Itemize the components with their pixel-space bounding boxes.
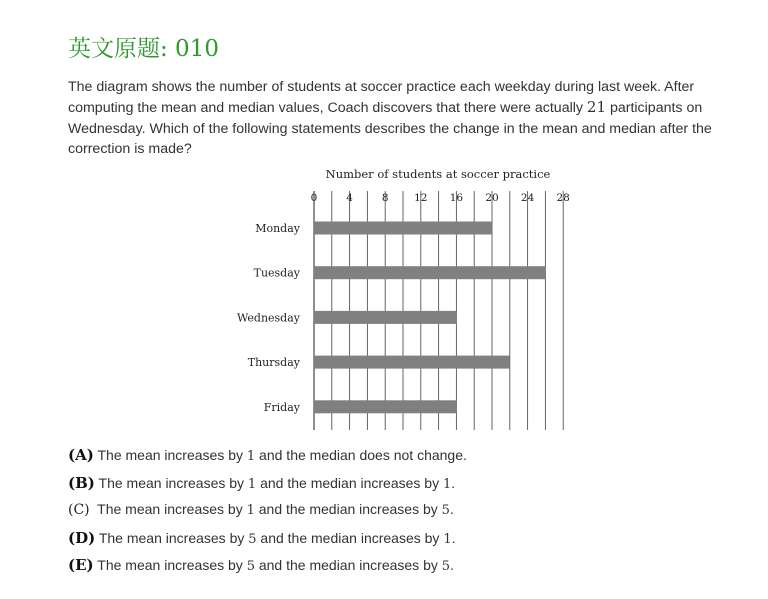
choice-c-text-2: and the median increases by <box>254 501 442 517</box>
bar-monday <box>314 222 492 235</box>
x-tick-label: 12 <box>414 192 428 204</box>
category-label: Thursday <box>247 356 300 370</box>
answer-choices <box>68 446 728 584</box>
question-text-part-2: participants on Wednesday. Which of the following statements describes the change in the mean and median after the correction is made? <box>68 100 712 157</box>
choice-b-text-2: and the median increases by <box>256 474 443 491</box>
x-tick-label: 16 <box>449 192 464 204</box>
choice-d-text-2: and the median increases by <box>256 529 444 546</box>
x-tick-label: 8 <box>381 192 389 204</box>
question-number: 21 <box>586 98 607 117</box>
bar-wednesday <box>314 311 456 324</box>
choice-e-text-2: and the median increases by <box>254 557 442 573</box>
choice-d-mean-value: 5 <box>248 531 257 547</box>
choice-a-mean-value: 1 <box>246 449 256 464</box>
choice-c-text: The mean increases by <box>97 501 247 517</box>
choice-a[interactable] <box>68 446 728 474</box>
choice-e-text: The mean increases by <box>97 557 247 573</box>
x-tick-label: 28 <box>556 192 570 204</box>
choice-d-period: . <box>451 529 456 546</box>
choice-b-median-value: 1 <box>442 476 452 492</box>
page-title: 英文原题: 010 <box>68 36 219 62</box>
choice-c-letter: (C) <box>68 502 90 518</box>
bar-tuesday <box>314 266 545 279</box>
choice-a-letter: (A) <box>68 446 94 464</box>
question-text <box>68 77 728 159</box>
choice-b-letter: (B) <box>68 473 95 492</box>
choice-e-mean-value: 5 <box>246 559 255 574</box>
choice-b-mean-value: 1 <box>247 476 257 492</box>
bar-thursday <box>314 356 510 369</box>
category-label: Friday <box>263 400 300 414</box>
choice-c-median-value: 5 <box>441 503 450 518</box>
x-tick-label: 0 <box>310 192 318 204</box>
choice-b-text: The mean increases by <box>98 474 248 491</box>
choice-b-period: . <box>451 474 456 491</box>
x-tick-label: 20 <box>485 192 499 204</box>
chart-title: Number of students at soccer practice <box>325 167 551 181</box>
choice-d-letter: (D) <box>68 528 96 547</box>
bar-chart <box>0 160 768 440</box>
choice-a-text: The mean increases by <box>97 447 247 463</box>
choice-e-period: . <box>450 557 454 573</box>
question-text-part-1: The diagram shows the number of students at soccer practice each weekday during last week. After computing the mean and median values, Coach discovers that there were actually <box>68 79 695 117</box>
choice-c-mean-value: 1 <box>246 503 255 518</box>
x-tick-label: 24 <box>520 192 535 204</box>
choice-d-text: The mean increases by <box>98 529 249 546</box>
category-label: Monday <box>255 222 300 235</box>
choice-a-text-2: and the median does not change. <box>255 447 467 463</box>
bar-friday <box>314 400 456 413</box>
category-label: Wednesday <box>236 311 300 325</box>
choice-e[interactable] <box>68 556 728 584</box>
choice-e-letter: (E) <box>68 556 94 574</box>
choice-c[interactable] <box>68 501 728 529</box>
choice-b[interactable] <box>68 474 728 502</box>
choice-d[interactable] <box>68 529 728 557</box>
choice-c-period: . <box>449 501 454 517</box>
choice-e-median-value: 5 <box>441 559 451 574</box>
category-label: Tuesday <box>253 266 300 280</box>
choice-d-median-value: 1 <box>443 531 452 547</box>
x-tick-label: 4 <box>346 192 353 204</box>
